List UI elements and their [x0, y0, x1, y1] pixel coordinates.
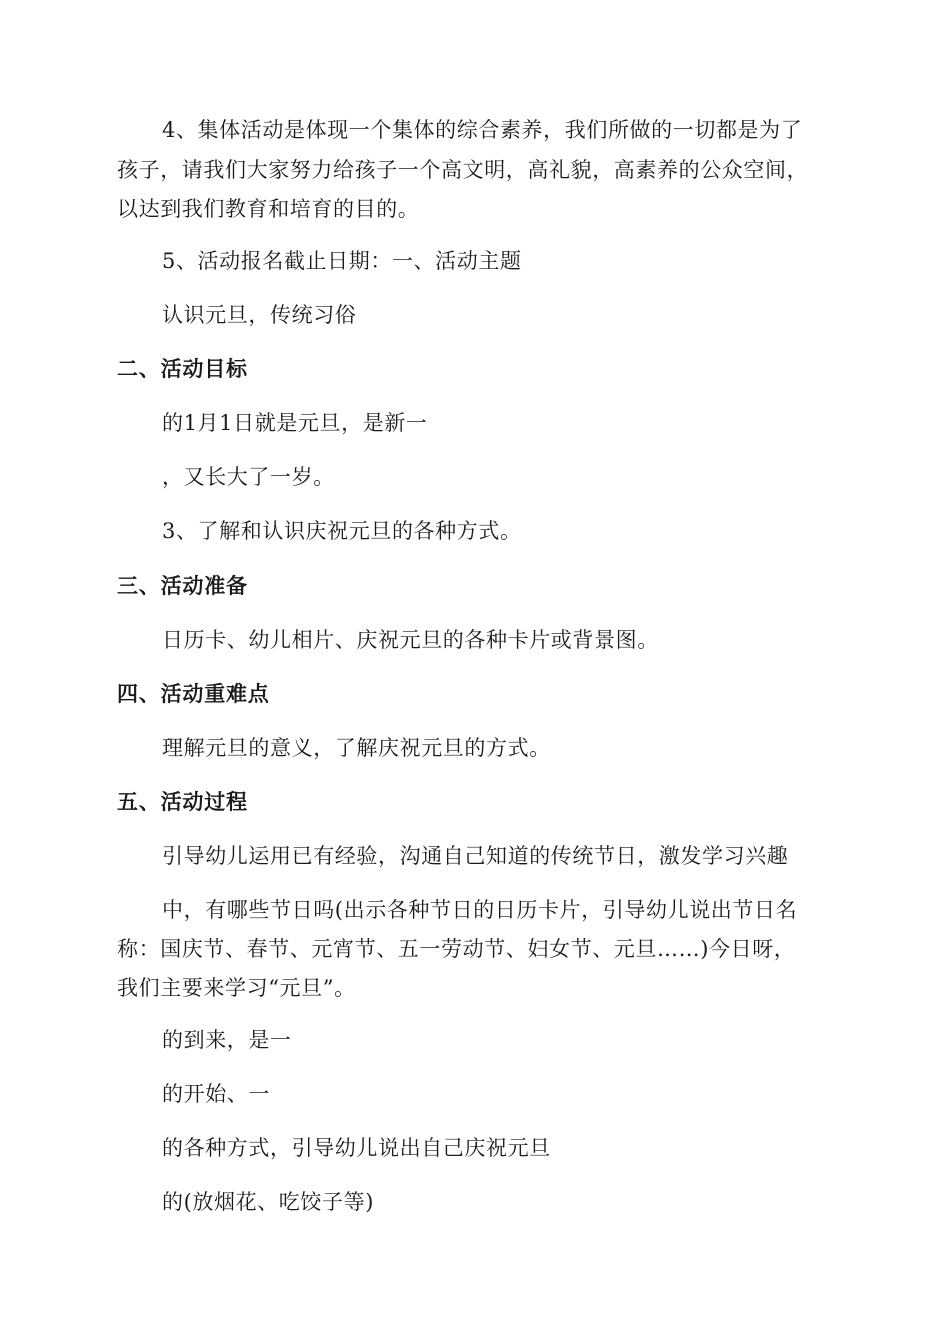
goals-line-2: ，又长大了一岁。 — [162, 465, 335, 489]
section-heading-key-points: 四、活动重难点 — [117, 682, 270, 706]
goals-line-1: 的1月1日就是元旦，是新一 — [162, 411, 428, 435]
preparation-text: 日历卡、幼儿相片、庆祝元旦的各种卡片或背景图。 — [162, 628, 659, 652]
process-line-5: 的到来，是一 — [162, 1028, 292, 1052]
section-heading-preparation: 三、活动准备 — [117, 574, 248, 598]
section-heading-process: 五、活动过程 — [117, 790, 248, 814]
process-line-7: 的各种方式，引导幼儿说出自己庆祝元旦 — [162, 1136, 551, 1160]
paragraph-5: 5、活动报名截止日期：一、活动主题 — [162, 249, 522, 273]
paragraph-4-line-3: 以达到我们教育和培育的目的。 — [117, 197, 420, 221]
process-line-4: 我们主要来学习“元旦”。 — [117, 976, 356, 1000]
theme-text: 认识元旦，传统习俗 — [162, 303, 357, 327]
key-points-text: 理解元旦的意义，了解庆祝元旦的方式。 — [162, 736, 551, 760]
process-line-6: 的开始、一 — [162, 1082, 270, 1106]
process-line-1: 引导幼儿运用已有经验，沟通自己知道的传统节日，激发学习兴趣 — [162, 844, 789, 868]
section-heading-goals: 二、活动目标 — [117, 357, 248, 381]
goals-line-3: 3、了解和认识庆祝元旦的各种方式。 — [162, 519, 522, 543]
paragraph-4-line-1: 4、集体活动是体现一个集体的综合素养，我们所做的一切都是为了 — [162, 118, 803, 142]
process-line-2: 中，有哪些节日吗(出示各种节日的日历卡片，引导幼儿说出节日名 — [162, 898, 798, 922]
paragraph-4-line-2: 孩子，请我们大家努力给孩子一个高文明，高礼貌，高素养的公众空间， — [117, 158, 809, 182]
process-line-8: 的(放烟花、吃饺子等) — [162, 1190, 374, 1214]
process-line-3: 称：国庆节、春节、元宵节、五一劳动节、妇女节、元旦……)今日呀， — [117, 937, 796, 961]
